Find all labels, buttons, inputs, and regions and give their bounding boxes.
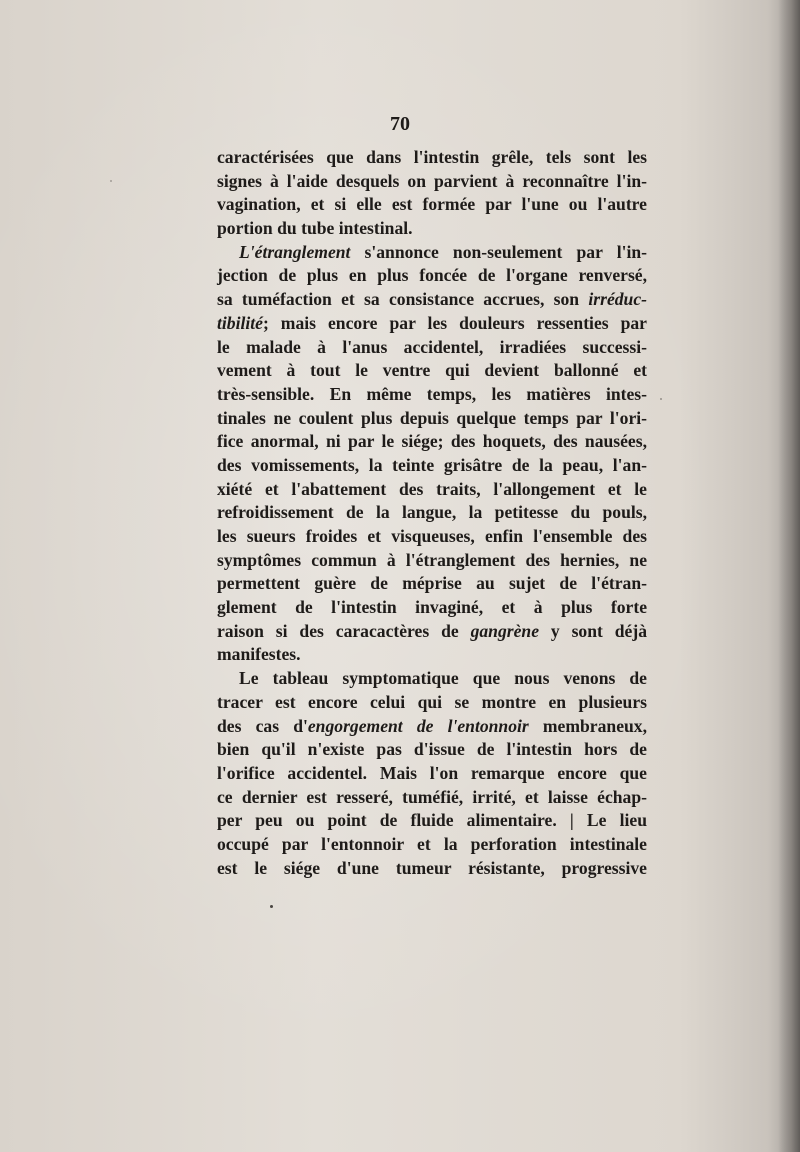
text-line: très-sensible. En même temps, les matières intes- bbox=[217, 383, 647, 404]
text-line: xiété et l'abattement des traits, l'allongement et le bbox=[217, 478, 647, 499]
text-line: permettent guère de méprise au sujet de l'étran- bbox=[217, 573, 647, 594]
text-line: bien qu'il n'existe pas d'issue de l'intestin hors de bbox=[217, 739, 647, 760]
emphasis-term: L'étranglement bbox=[239, 241, 351, 262]
emphasis-term: irréduc- bbox=[588, 289, 647, 310]
ink-speck bbox=[110, 180, 112, 182]
ink-speck bbox=[660, 398, 662, 400]
text-line: Le tableau symptomatique que nous venons de bbox=[239, 668, 647, 689]
text-line: per peu ou point de fluide alimentaire. | Le lieu bbox=[217, 810, 647, 831]
text-line: occupé par l'entonnoir et la perforation intestinale bbox=[217, 833, 647, 854]
text-line: raison si des caracactères de gangrène y sont déjà bbox=[217, 620, 648, 641]
text-line: sa tuméfaction et sa consistance accrues, son irréduc- bbox=[217, 289, 647, 310]
text-line: est le siége d'une tumeur résistante, progressive bbox=[217, 857, 647, 878]
emphasis-term: gangrène bbox=[470, 620, 540, 641]
text-line: portion du tube intestinal. bbox=[217, 218, 413, 239]
text-line: ce dernier est resseré, tuméfié, irrité, et laisse échap- bbox=[217, 786, 647, 807]
text-line: jection de plus en plus foncée de l'organe renversé, bbox=[217, 265, 647, 286]
text-line: tinales ne coulent plus depuis quelque temps par l'ori- bbox=[217, 407, 647, 428]
text-line: L'étranglement s'annonce non-seulement par l'in- bbox=[239, 241, 647, 262]
text-line: symptômes commun à l'étranglement des hernies, ne bbox=[217, 549, 647, 570]
text-line: tracer est encore celui qui se montre en plusieurs bbox=[217, 691, 647, 712]
text-line: fice anormal, ni par le siége; des hoquets, des nausées, bbox=[217, 431, 647, 452]
text-line: les sueurs froides et visqueuses, enfin l'ensemble des bbox=[217, 526, 647, 546]
text-line: l'orifice accidentel. Mais l'on remarque encore que bbox=[217, 762, 647, 783]
text-line: caractérisées que dans l'intestin grêle, tels sont les bbox=[217, 147, 647, 167]
page-edge-shadow bbox=[778, 0, 800, 1152]
text-line: tibilité; mais encore par les douleurs ressenties par bbox=[217, 312, 647, 333]
body-text bbox=[217, 146, 647, 880]
text-line: des cas d'engorgement de l'entonnoir membraneux, bbox=[217, 715, 647, 736]
ink-speck bbox=[270, 905, 273, 908]
text-line: vagination, et si elle est formée par l'une ou l'autre bbox=[217, 194, 647, 215]
text-line: manifestes. bbox=[217, 644, 301, 665]
emphasis-term: engorgement de l'entonnoir bbox=[307, 715, 529, 736]
text-line: signes à l'aide desquels on parvient à reconnaître l'in- bbox=[217, 170, 647, 191]
text-line: vement à tout le ventre qui devient ballonné et bbox=[217, 360, 647, 381]
text-line: le malade à l'anus accidentel, irradiées successi- bbox=[217, 336, 647, 357]
text-line: refroidissement de la langue, la petitesse du pouls, bbox=[217, 502, 647, 523]
text-line: glement de l'intestin invaginé, et à plus forte bbox=[217, 597, 647, 618]
text-line: des vomissements, la teinte grisâtre de la peau, l'an- bbox=[217, 454, 647, 475]
page-number: 70 bbox=[390, 113, 410, 135]
emphasis-term: tibilité bbox=[217, 312, 263, 333]
